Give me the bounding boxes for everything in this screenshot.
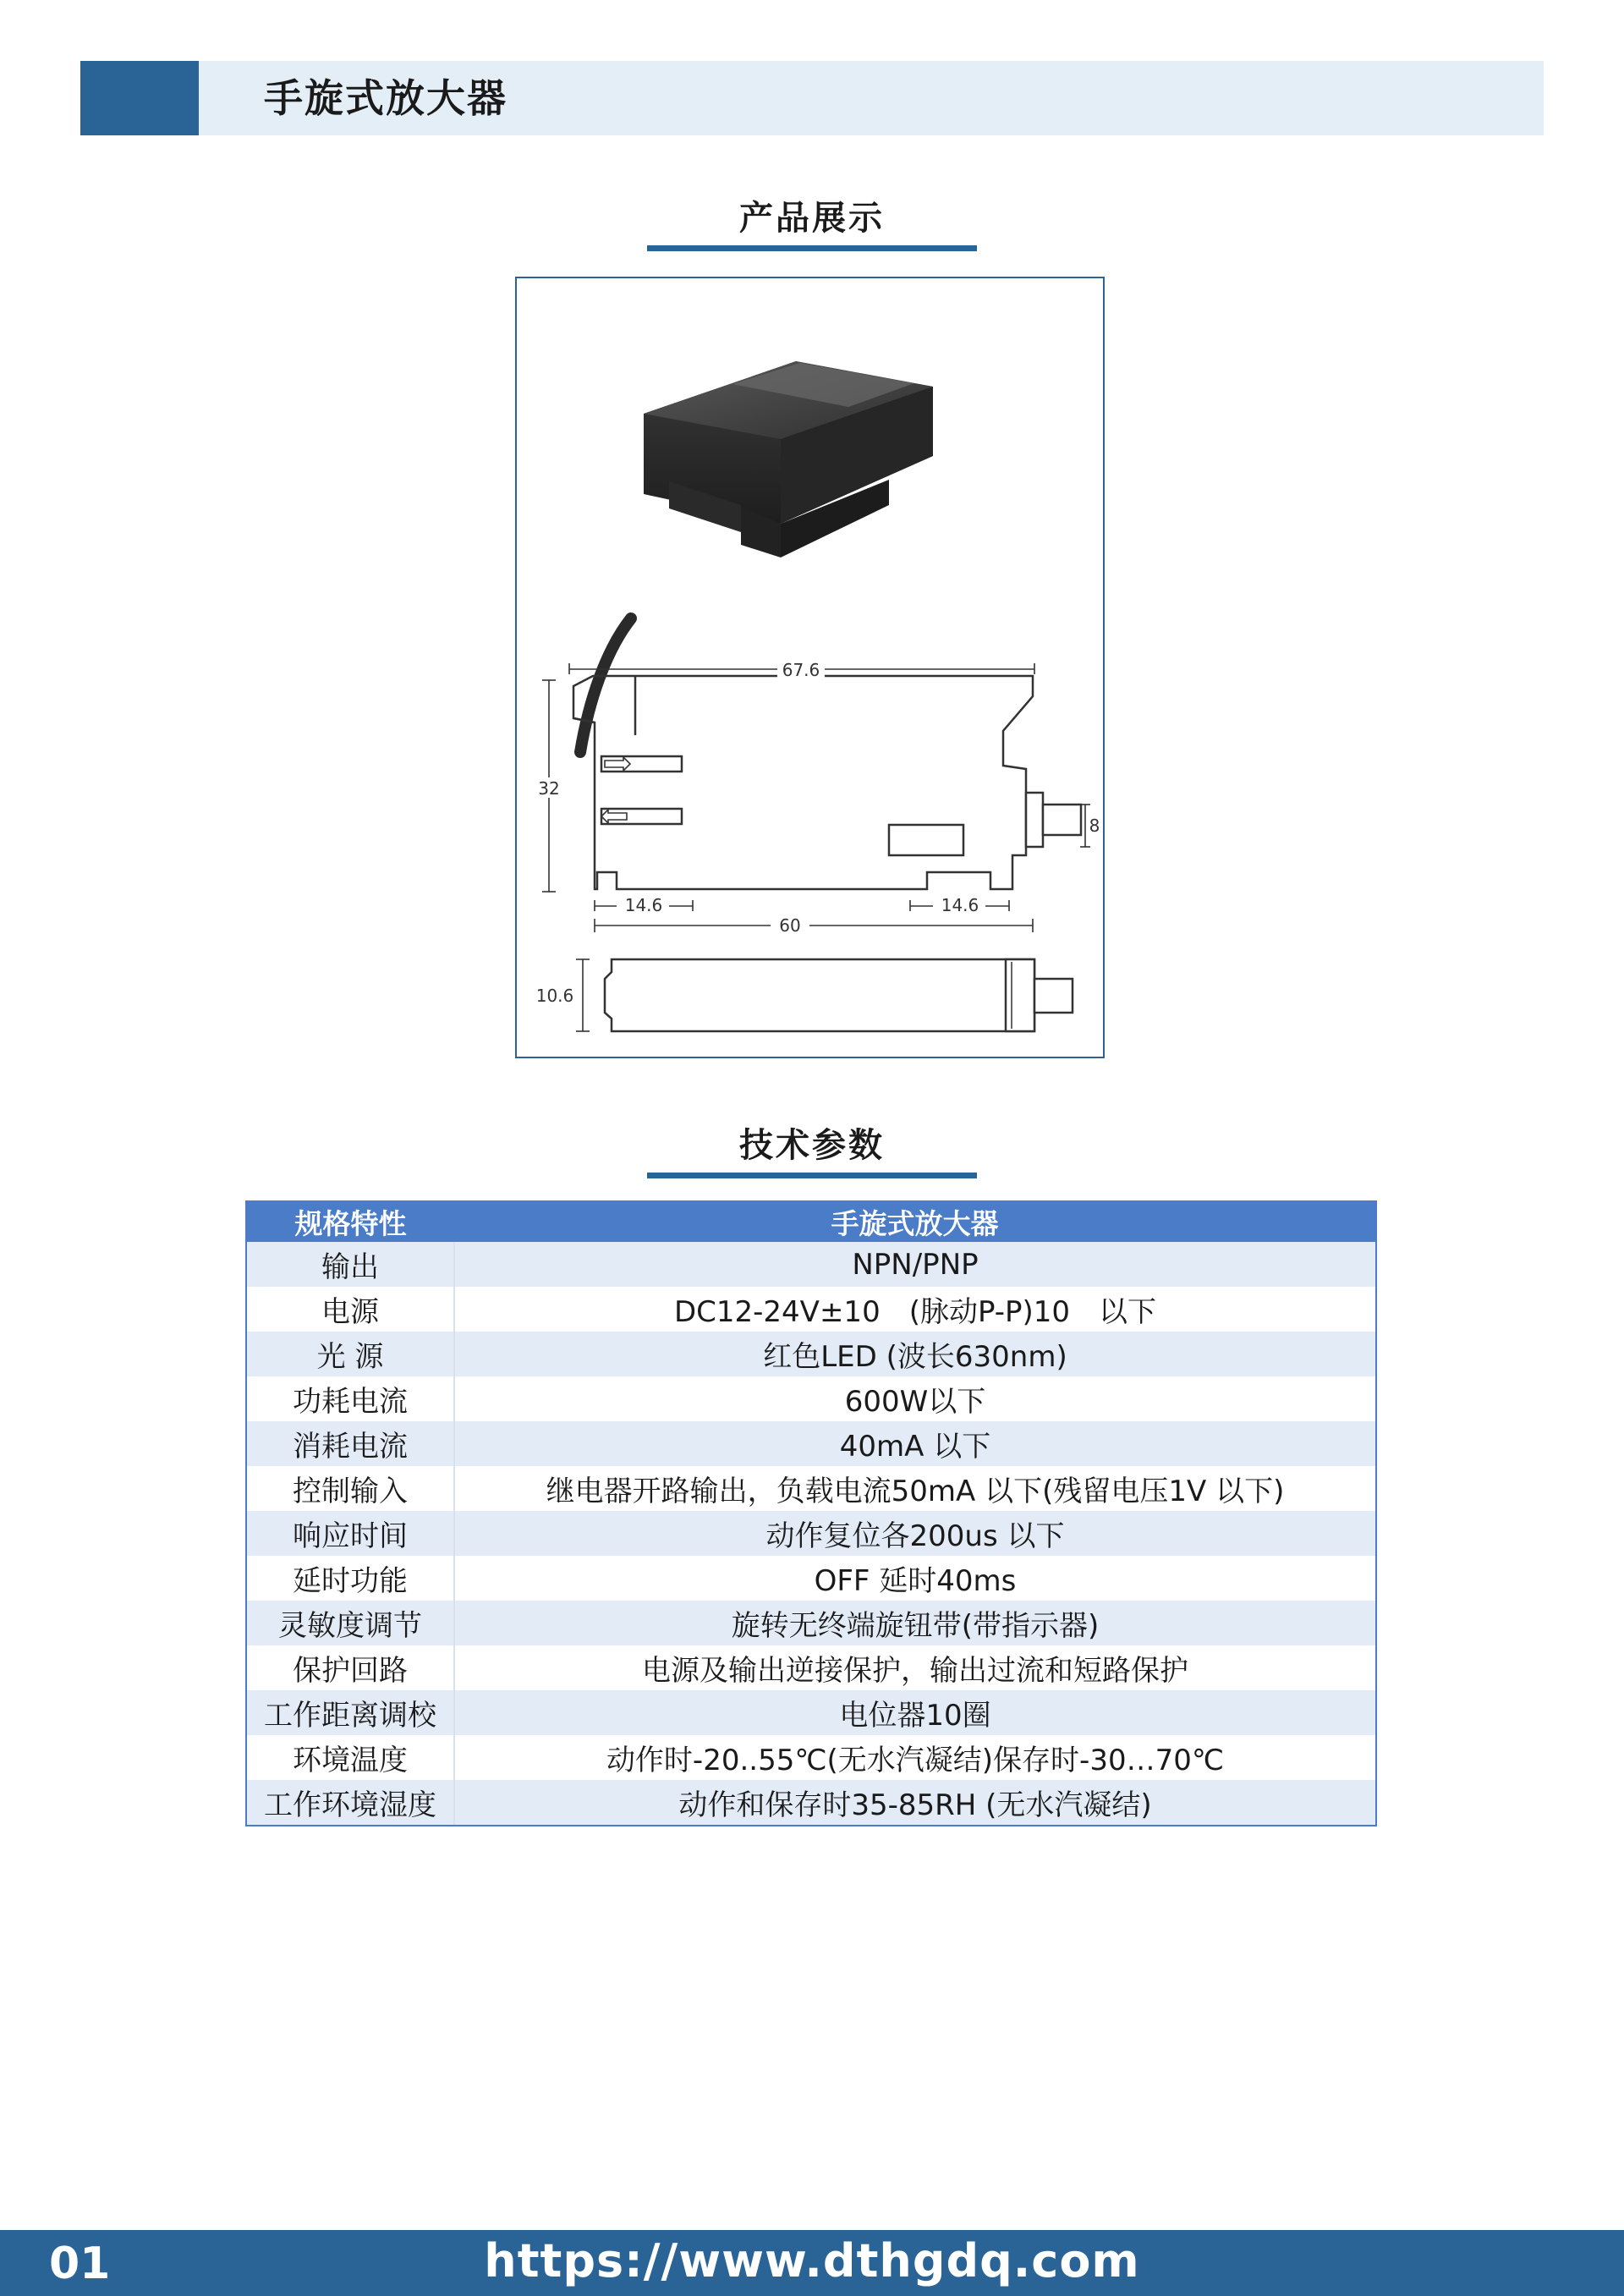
spec-section-title: 技术参数 bbox=[739, 1126, 885, 1165]
table-row bbox=[247, 1421, 1375, 1466]
footer-url-link[interactable]: https://www.dthgdq.com bbox=[484, 2234, 1140, 2288]
side-view-drawing bbox=[573, 676, 1081, 889]
table-row bbox=[247, 1645, 1375, 1690]
table-row bbox=[247, 1287, 1375, 1332]
spec-label: 环境温度 bbox=[247, 1735, 454, 1780]
spec-label: 延时功能 bbox=[247, 1556, 454, 1601]
spec-label: 光 源 bbox=[247, 1332, 454, 1376]
spec-label: 消耗电流 bbox=[247, 1421, 454, 1466]
table-row bbox=[247, 1242, 1375, 1287]
spec-value: NPN/PNP bbox=[454, 1242, 1375, 1287]
table-row bbox=[247, 1332, 1375, 1376]
dim-top-length: 67.6 bbox=[782, 660, 820, 680]
page-title: 手旋式放大器 bbox=[264, 75, 508, 121]
spec-label: 工作环境湿度 bbox=[247, 1780, 454, 1825]
page-number: 01 bbox=[49, 2238, 111, 2289]
spec-value: 动作时-20..55℃(无水汽凝结)保存时-30…70℃ bbox=[454, 1735, 1375, 1780]
product-display-frame bbox=[515, 277, 1105, 1058]
table-row bbox=[247, 1735, 1375, 1780]
spec-table-header-row bbox=[247, 1202, 1375, 1242]
spec-label: 响应时间 bbox=[247, 1511, 454, 1556]
spec-header-feature: 规格特性 bbox=[247, 1202, 454, 1242]
header-accent-block bbox=[80, 61, 199, 135]
table-row bbox=[247, 1376, 1375, 1421]
spec-value: 40mA 以下 bbox=[454, 1421, 1375, 1466]
dim-base-length: 60 bbox=[779, 915, 801, 936]
table-row bbox=[247, 1780, 1375, 1825]
spec-label: 电源 bbox=[247, 1287, 454, 1332]
spec-label: 工作距离调校 bbox=[247, 1690, 454, 1735]
table-row bbox=[247, 1466, 1375, 1511]
spec-value: 红色LED (波长630nm) bbox=[454, 1332, 1375, 1376]
spec-label: 功耗电流 bbox=[247, 1376, 454, 1421]
spec-label: 控制输入 bbox=[247, 1466, 454, 1511]
spec-label: 保护回路 bbox=[247, 1645, 454, 1690]
dim-foot-right: 14.6 bbox=[941, 895, 979, 915]
spec-value: 电位器10圈 bbox=[454, 1690, 1375, 1735]
dim-thickness: 10.6 bbox=[535, 986, 574, 1006]
product-section-underline bbox=[647, 245, 977, 251]
spec-value: OFF 延时40ms bbox=[454, 1556, 1375, 1601]
spec-value: 旋转无终端旋钮带(带指示器) bbox=[454, 1601, 1375, 1645]
dim-connector: 8 bbox=[1089, 816, 1100, 836]
spec-table bbox=[245, 1200, 1377, 1826]
table-row bbox=[247, 1511, 1375, 1556]
spec-header-product: 手旋式放大器 bbox=[454, 1202, 1375, 1242]
product-illustration bbox=[517, 278, 1103, 1057]
table-row bbox=[247, 1601, 1375, 1645]
spec-value: DC12-24V±10 (脉动P-P)10 以下 bbox=[454, 1287, 1375, 1332]
table-row bbox=[247, 1556, 1375, 1601]
spec-value: 继电器开路输出，负载电流50mA 以下(残留电压1V 以下) bbox=[454, 1466, 1375, 1511]
spec-label: 灵敏度调节 bbox=[247, 1601, 454, 1645]
amplifier-photo bbox=[580, 361, 933, 752]
top-view-drawing bbox=[605, 959, 1073, 1031]
spec-label: 输出 bbox=[247, 1242, 454, 1287]
spec-value: 动作复位各200us 以下 bbox=[454, 1511, 1375, 1556]
table-row bbox=[247, 1690, 1375, 1735]
spec-value: 600W以下 bbox=[454, 1376, 1375, 1421]
dim-foot-left: 14.6 bbox=[624, 895, 663, 915]
dim-height: 32 bbox=[538, 778, 560, 799]
product-section-title: 产品展示 bbox=[739, 199, 885, 238]
spec-value: 动作和保存时35-85RH (无水汽凝结) bbox=[454, 1780, 1375, 1825]
spec-section-underline bbox=[647, 1173, 977, 1178]
spec-value: 电源及输出逆接保护，输出过流和短路保护 bbox=[454, 1645, 1375, 1690]
